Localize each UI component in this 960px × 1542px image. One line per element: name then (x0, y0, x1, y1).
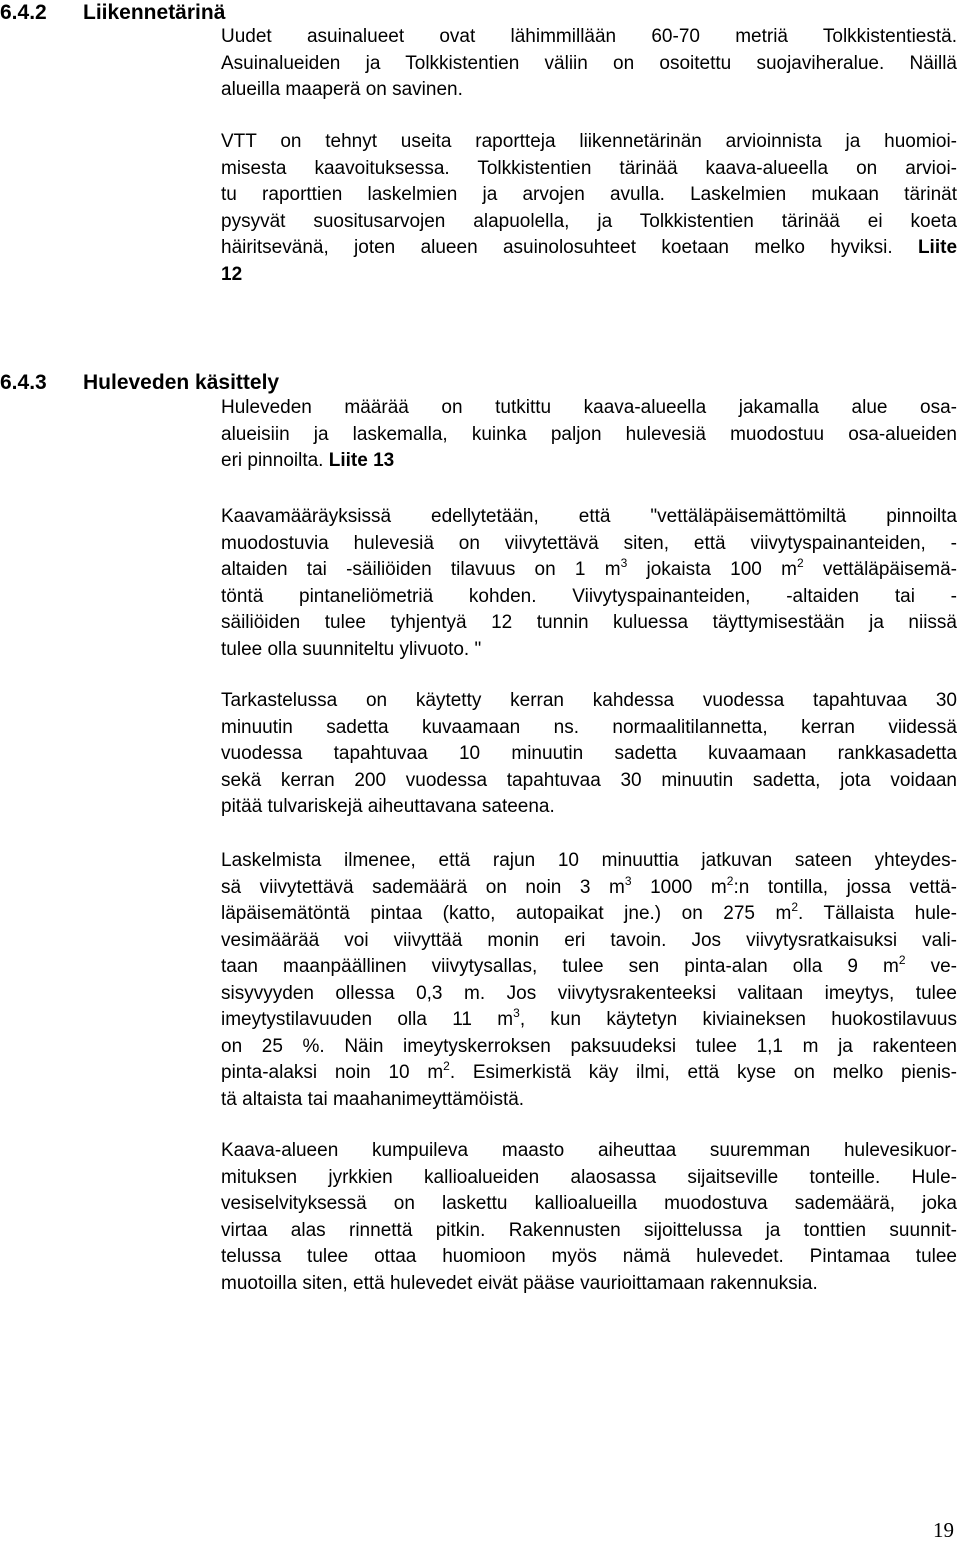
text-line: Tarkastelussa on käytetty kerran kahdessa vuodessa tapahtuvaa 30 (221, 690, 957, 711)
text-span: , kun käytetyn kiviaineksen huokostilavuus (519, 1009, 957, 1030)
text-line: VTT on tehnyt useita raportteja liikennetärinän arvioinnista ja huomioi- (221, 131, 957, 152)
paragraph (221, 129, 957, 288)
text-line: vesimäärää voi viivyttää monin eri tavoin. Jos viivytysratkaisuksi vali- (221, 929, 957, 951)
section-heading-6-4-3 (0, 370, 279, 396)
text-span: sä viivytettävä sademäärä on noin 3 m (221, 876, 625, 898)
text-line: on 25 %. Näin imeytyskerroksen paksuudeksi tulee 1,1 m ja rakenteen (221, 1035, 957, 1057)
appendix-reference-number: 12 (221, 263, 243, 285)
text-line: sisyvyyden ollessa 0,3 m. Jos viivytysrakenteeksi valitaan imeytys, tulee (221, 982, 957, 1004)
text-span: imeytystilavuuden olla 11 m (221, 1009, 514, 1030)
text-span: . Tällaista hule- (798, 903, 957, 924)
section-title: Liikennetärinä (83, 1, 226, 24)
text-line: töntä pintaneliömetriä kohden. Viivytyspainanteiden, -altaiden tai - (221, 585, 957, 607)
text-span: altaiden tai -säiliöiden tilavuus on 1 m (221, 559, 621, 580)
text-span: häiritsevänä, joten alueen asuinolosuhteet koetaan melko hyviksi. (221, 237, 893, 258)
text-line: Asuinalueiden ja Tolkkistentien väliin on osoitettu suojaviheralue. Näillä (221, 52, 957, 74)
text-line: telussa tulee ottaa huomioon myös nämä hulevedet. Pintamaa tulee (221, 1246, 957, 1267)
paragraph (221, 688, 957, 821)
superscript: 2 (796, 556, 804, 570)
text-line: vuodessa tapahtuvaa 10 minuutin sadetta kuvaamaan rankkasadetta (221, 743, 957, 764)
text-span: taan maanpäällinen viivytysallas, tulee sen pinta-alan olla 9 m (221, 956, 899, 977)
text-span: eri pinnoilta. (221, 450, 324, 471)
text-span: pinta-alaksi noin 10 m (221, 1062, 444, 1083)
text-line (221, 954, 957, 981)
superscript: 2 (726, 873, 734, 888)
paragraph (221, 1138, 957, 1297)
text-line: virtaa alas rinnettä pitkin. Rakennusten sijoittelussa ja tonttien suunnit- (221, 1219, 957, 1241)
text-span: jokaista 100 m (627, 559, 797, 580)
text-line: pysyvät suositusarvojen alapuolella, ja Tolkkistentien tärinää ei koeta (221, 210, 957, 232)
superscript: 2 (443, 1059, 450, 1073)
appendix-reference: Liite (917, 237, 958, 258)
text-line: tä altaista tai maahanimeyttämöistä. (221, 1088, 525, 1110)
page-number: 19 (933, 1518, 954, 1542)
text-span: 1000 m (631, 876, 727, 898)
text-line (221, 1060, 957, 1087)
paragraph (221, 848, 957, 1113)
paragraph (221, 395, 957, 475)
text-line (221, 557, 957, 584)
superscript: 2 (791, 900, 799, 914)
text-line: minuutin sadetta kuvaamaan ns. normaalitilannetta, kerran viidessä (221, 716, 957, 738)
text-line: muotoilla siten, että hulevedet eivät pääse vaurioittamaan rakennuksia. (221, 1272, 818, 1294)
text-line: Laskelmista ilmenee, että rajun 10 minuuttia jatkuvan sateen yhteydes- (221, 850, 957, 871)
text-line: Uudet asuinalueet ovat lähimmillään 60-70 metriä Tolkkistentiestä. (221, 26, 957, 47)
text-line: tu raporttien laskelmien ja arvojen avulla. Laskelmien mukaan tärinät (221, 184, 957, 205)
text-span: vettäläpäisemä- (803, 559, 958, 580)
text-line: alueilla maaperä on savinen. (221, 79, 463, 100)
text-line (221, 875, 957, 902)
paragraph (221, 504, 957, 663)
text-line (221, 901, 957, 928)
text-line: mituksen jyrkkien kallioalueiden alaosassa sijaitseville tonteille. Hule- (221, 1166, 957, 1188)
text-span: läpäisemätöntä pintaa (katto, autopaikat jne.) on 275 m (221, 903, 792, 924)
text-span: . Esimerkistä käy ilmi, että kyse on melko pienis- (449, 1062, 957, 1083)
text-span: ve- (905, 956, 957, 977)
text-line: Kaavamääräyksissä edellytetään, että "vettäläpäisemättömiltä pinnoilta (221, 506, 957, 527)
section-number: 6.4.2 (0, 1, 47, 24)
text-line: muodostuvia hulevesiä on viivytettävä siten, että viivytyspainanteiden, - (221, 532, 957, 554)
superscript: 2 (898, 953, 906, 967)
section-heading-6-4-2 (0, 0, 225, 26)
superscript: 3 (624, 873, 632, 888)
text-line: misesta kaavoituksessa. Tolkkistentien tärinää kaava-alueella on arvioi- (221, 157, 957, 179)
superscript: 3 (620, 556, 628, 570)
text-line: sekä kerran 200 vuodessa tapahtuvaa 30 minuutin sadetta, jota voidaan (221, 769, 957, 791)
text-line (221, 235, 957, 262)
text-line: Kaava-alueen kumpuileva maasto aiheuttaa suuremman hulevesikuor- (221, 1140, 957, 1161)
text-span: :n tontilla, jossa vettä- (733, 876, 958, 898)
section-number: 6.4.3 (0, 371, 47, 394)
text-line: säiliöiden tulee tyhjentyä 12 tunnin kuluessa täyttymisestään ja niissä (221, 612, 957, 633)
appendix-reference: Liite 13 (328, 450, 395, 471)
paragraph (221, 24, 957, 104)
text-line: vesiselvityksessä on laskettu kallioalueilla muodostuva sademäärä, joka (221, 1193, 957, 1214)
section-title: Huleveden käsittely (83, 371, 280, 394)
superscript: 3 (513, 1006, 520, 1020)
text-line: Huleveden määrää on tutkittu kaava-alueella jakamalla alue osa- (221, 397, 957, 418)
text-line (221, 448, 957, 475)
text-line: pitää tulvariskejä aiheuttavana sateena. (221, 796, 555, 817)
text-line: alueisiin ja laskemalla, kuinka paljon hulevesiä muodostuu osa-alueiden (221, 423, 957, 445)
text-line (221, 1007, 957, 1034)
text-line: tulee olla suunniteltu ylivuoto. " (221, 638, 482, 660)
